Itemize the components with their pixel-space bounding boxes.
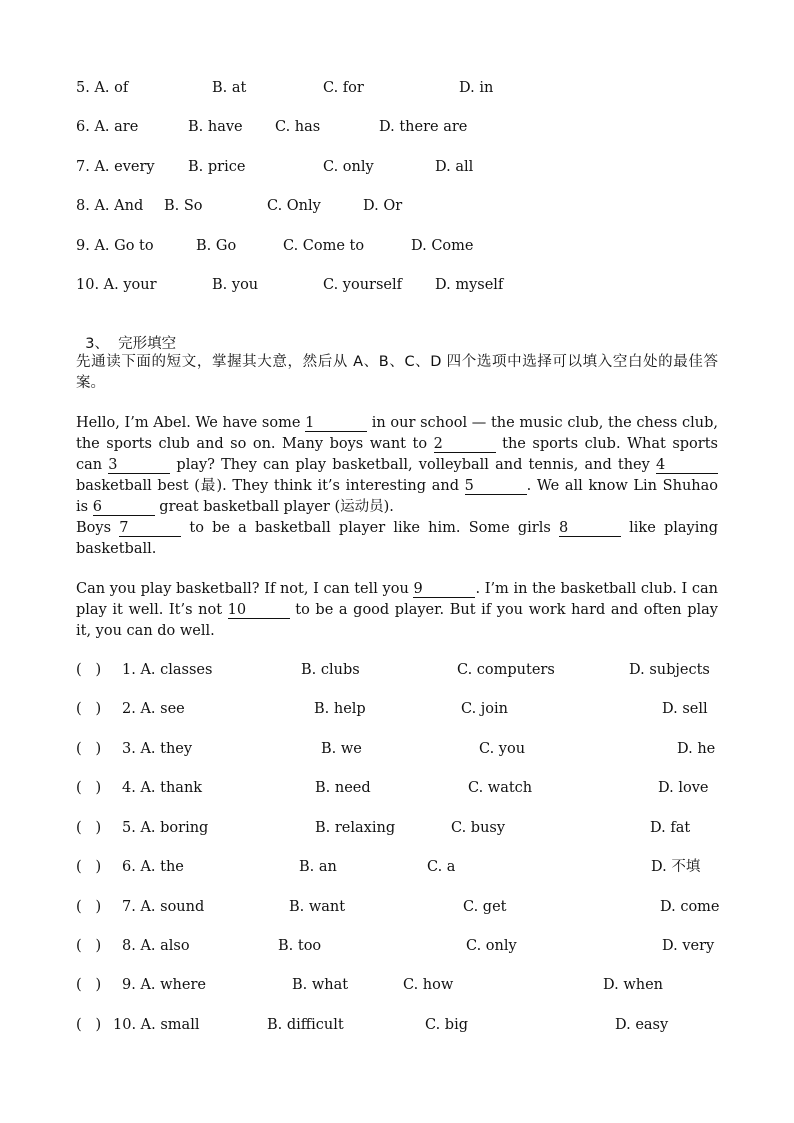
option-c: C. only	[466, 938, 517, 954]
answer-bracket[interactable]: ( )	[76, 899, 102, 915]
passage-text: basketball best (最). They think it’s interesting and	[76, 478, 465, 494]
passage	[76, 413, 718, 642]
option-a: 5. A. boring	[122, 820, 209, 836]
option-a: 5. A. of	[76, 80, 129, 96]
option-c: C. join	[461, 701, 508, 717]
passage-paragraph	[76, 518, 718, 560]
option-b: B. have	[188, 119, 243, 135]
option-d: D. love	[658, 780, 709, 796]
option-d: D. when	[603, 977, 663, 993]
option-d: D. 不填	[651, 859, 701, 875]
option-b: B. Go	[196, 238, 237, 254]
option-d: D. myself	[435, 277, 504, 293]
option-b: B. difficult	[267, 1017, 344, 1033]
blank: 8	[559, 520, 621, 537]
option-d: D. he	[677, 741, 716, 757]
option-a: 10. A. small	[113, 1017, 200, 1033]
section-number: 3、	[85, 336, 109, 352]
option-a: 9. A. Go to	[76, 238, 154, 254]
option-c: C. Come to	[283, 238, 365, 254]
option-d: D. easy	[615, 1017, 669, 1033]
option-c: C. only	[323, 159, 374, 175]
option-a: 4. A. thank	[122, 780, 203, 796]
option-b: B. want	[289, 899, 346, 915]
option-b: B. So	[164, 198, 203, 214]
answer-bracket[interactable]: ( )	[76, 780, 102, 796]
passage-paragraph	[76, 413, 718, 518]
option-c: C. how	[403, 977, 454, 993]
blank: 10	[228, 602, 290, 619]
answer-bracket[interactable]: ( )	[76, 859, 102, 875]
option-d: D. sell	[662, 701, 708, 717]
passage-text: Hello, I’m Abel. We have some	[76, 415, 306, 431]
option-c: C. you	[479, 741, 526, 757]
passage-paragraph	[76, 579, 718, 642]
passage-text: to be a good player. But if you work hard and often play it, you can do well.	[76, 602, 718, 639]
option-a: 6. A. the	[122, 859, 184, 875]
option-a: 7. A. sound	[122, 899, 205, 915]
option-d: D. very	[662, 938, 715, 954]
section-heading	[76, 314, 176, 354]
option-c: C. big	[425, 1017, 468, 1033]
option-c: C. busy	[451, 820, 506, 836]
passage-text: Can you play basketball? If not, I can tell you	[76, 581, 414, 597]
passage-text: like playing basketball.	[76, 520, 718, 557]
option-a: 2. A. see	[122, 701, 185, 717]
option-b: B. you	[212, 277, 259, 293]
answer-bracket[interactable]: ( )	[76, 938, 102, 954]
option-b: B. we	[321, 741, 362, 757]
option-b: B. help	[314, 701, 366, 717]
answer-bracket[interactable]: ( )	[76, 741, 102, 757]
option-d: D. Come	[411, 238, 474, 254]
option-d: D. all	[435, 159, 474, 175]
option-c: C. get	[463, 899, 507, 915]
blank: 9	[413, 581, 475, 598]
answer-bracket[interactable]: ( )	[76, 701, 102, 717]
instructions	[76, 352, 718, 394]
passage-text: play? They can play basketball, volleyball and tennis, and they	[170, 457, 656, 473]
answer-bracket[interactable]: ( )	[76, 977, 102, 993]
passage-text: the sports club. What sports can	[76, 436, 718, 473]
passage-text: to be a basketball player like him. Some girls	[181, 520, 559, 536]
option-c: C. Only	[267, 198, 321, 214]
option-a: 6. A. are	[76, 119, 139, 135]
answer-bracket[interactable]: ( )	[76, 1017, 102, 1033]
option-b: B. price	[188, 159, 246, 175]
passage-text: great basketball player (运动员).	[154, 499, 394, 515]
passage-text: in our school — the music club, the chess club, the sports club and so on. Many boys want to	[76, 415, 718, 452]
option-a: 8. A. And	[76, 198, 144, 214]
blank: 1	[305, 415, 367, 432]
option-a: 3. A. they	[122, 741, 193, 757]
option-d: D. there are	[379, 119, 468, 135]
option-b: B. clubs	[301, 662, 360, 678]
option-d: D. fat	[650, 820, 691, 836]
blank: 3	[108, 457, 170, 474]
passage-text: . We all know Lin Shuhao is	[76, 478, 718, 515]
option-b: B. an	[299, 859, 337, 875]
option-d: D. come	[660, 899, 720, 915]
blank: 6	[93, 499, 155, 516]
option-c: C. yourself	[323, 277, 403, 293]
option-c: C. computers	[457, 662, 555, 678]
option-a: 1. A. classes	[122, 662, 213, 678]
answer-bracket[interactable]: ( )	[76, 662, 102, 678]
blank: 4	[656, 457, 718, 474]
option-c: C. for	[323, 80, 364, 96]
option-b: B. at	[212, 80, 247, 96]
option-b: B. need	[315, 780, 371, 796]
option-c: C. has	[275, 119, 321, 135]
option-c: C. a	[427, 859, 456, 875]
option-d: D. subjects	[629, 662, 710, 678]
option-b: B. what	[292, 977, 349, 993]
blank: 2	[434, 436, 496, 453]
blank: 5	[465, 478, 527, 495]
option-a: 10. A. your	[76, 277, 157, 293]
option-a: 9. A. where	[122, 977, 206, 993]
option-d: D. Or	[363, 198, 403, 214]
answer-bracket[interactable]: ( )	[76, 820, 102, 836]
option-b: B. relaxing	[315, 820, 396, 836]
option-a: 7. A. every	[76, 159, 155, 175]
passage-text: . I’m in the basketball club. I can play it well. It’s not	[76, 581, 718, 618]
option-c: C. watch	[468, 780, 533, 796]
option-a: 8. A. also	[122, 938, 190, 954]
instructions-text: 先通读下面的短文，掌握其大意，然后从 A、B、C、D 四个选项中选择可以填入空白处的最佳答案。	[76, 354, 718, 391]
passage-text: Boys	[76, 520, 120, 536]
section-title: 完形填空	[118, 336, 177, 352]
blank: 7	[119, 520, 181, 537]
option-d: D. in	[459, 80, 494, 96]
option-b: B. too	[278, 938, 322, 954]
